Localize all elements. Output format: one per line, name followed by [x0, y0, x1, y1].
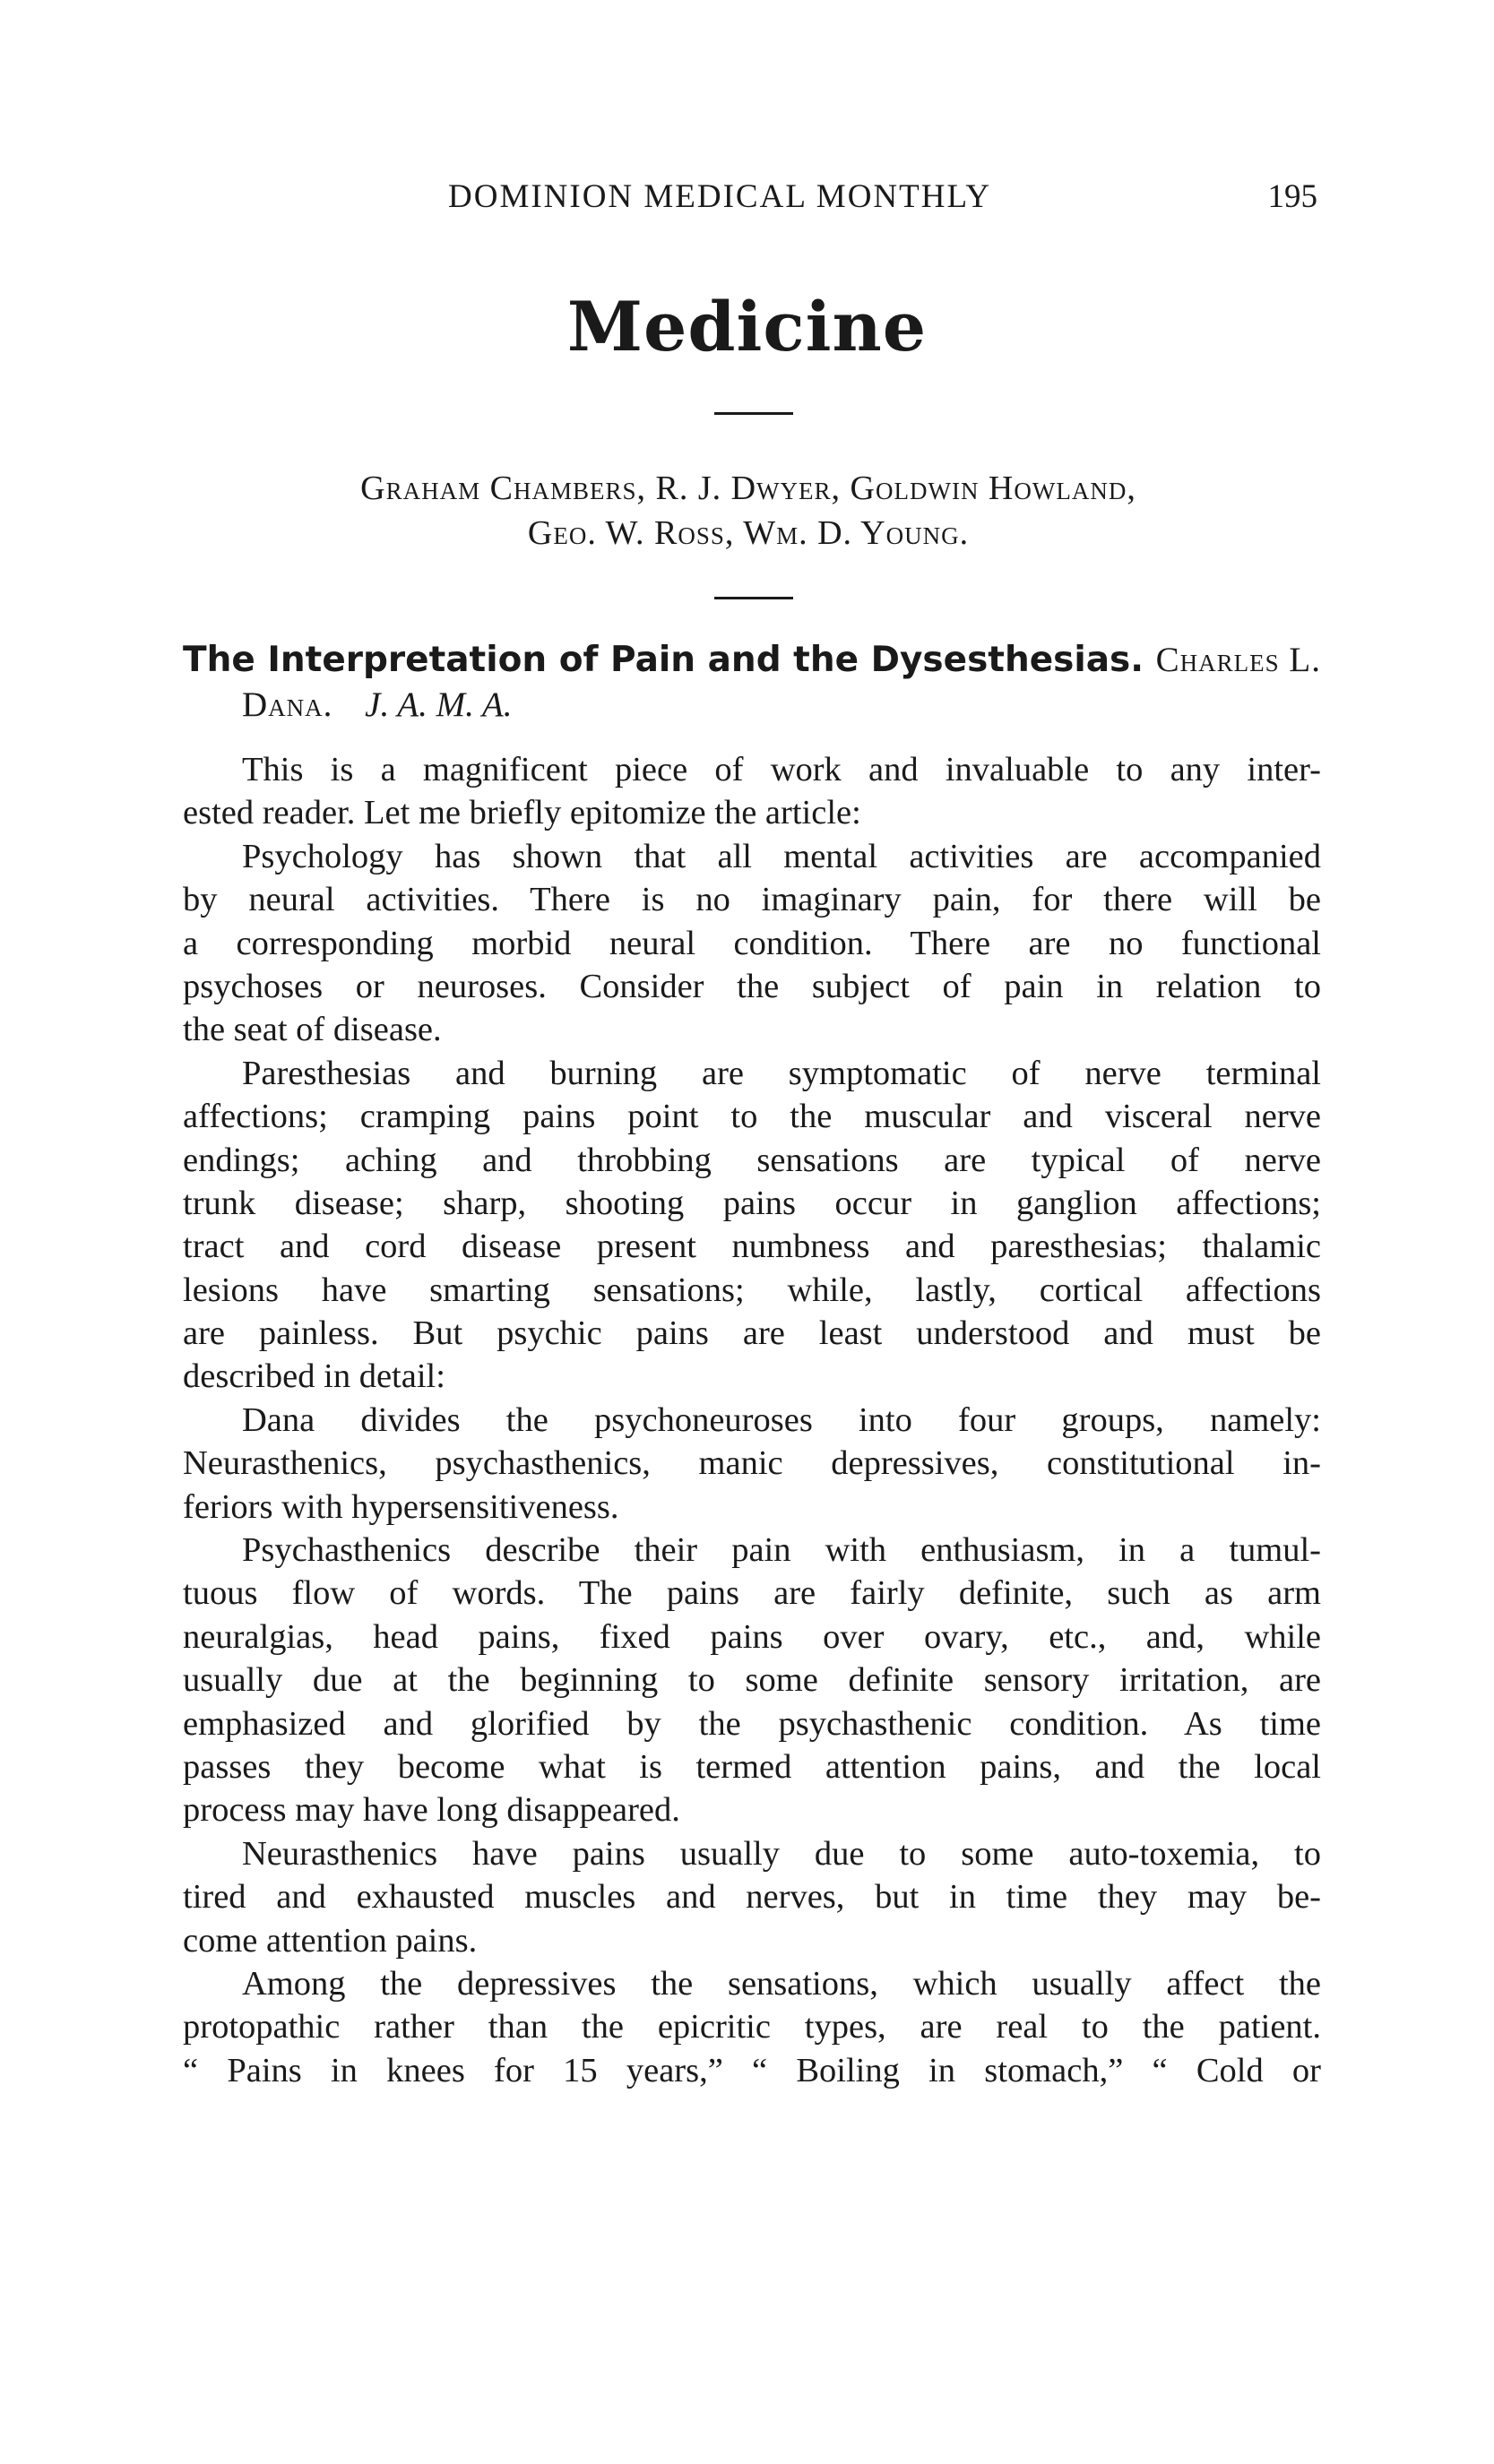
text-line: This is a magnificent piece of work and invaluable to any inter- [242, 751, 1321, 788]
paragraph [183, 748, 1321, 835]
paragraph [183, 1052, 1321, 1399]
running-title: DOMINION MEDICAL MONTHLY [448, 178, 992, 215]
paragraph [183, 1962, 1321, 2092]
editors-block [179, 466, 1317, 556]
divider-rule [714, 597, 793, 599]
text-line: endings; aching and throbbing sensations are typical of nerve [183, 1141, 1321, 1179]
paragraph [183, 1399, 1321, 1529]
text-line: a corresponding morbid neural condition. There are no functional [183, 924, 1321, 962]
text-line: “ Pains in knees for 15 years,” “ Boiling in stomach,” “ Cold or [183, 2051, 1321, 2089]
text-line: protopathic rather than the epicritic types, are real to the patient. [183, 2008, 1321, 2046]
article-source: J. A. M. A. [365, 685, 513, 724]
text-line: tract and cord disease present numbness and paresthesias; thalamic [183, 1228, 1321, 1266]
article-author-continued: Dana. [242, 685, 333, 724]
text-line: come attention pains. [183, 1921, 478, 1960]
text-line: Psychasthenics describe their pain with enthusiasm, in a tumul- [242, 1531, 1321, 1570]
text-line: Neurasthenics have pains usually due to some auto-toxemia, to [242, 1834, 1321, 1873]
text-line: process may have long disappeared. [183, 1791, 680, 1830]
text-line: tired and exhausted muscles and nerves, but in time they may be- [183, 1878, 1321, 1917]
section-title: Medicine [566, 287, 928, 366]
text-line: psychoses or neuroses. Consider the subject of pain in relation to [183, 967, 1321, 1005]
text-line: feriors with hypersensitiveness. [183, 1487, 619, 1526]
paragraph [183, 1529, 1321, 1832]
text-line: by neural activities. There is no imaginary pain, for there will be [183, 881, 1321, 919]
text-line: affections; cramping pains point to the muscular and visceral nerve [183, 1098, 1321, 1136]
article-author: Charles L. [1155, 641, 1321, 679]
article-body [183, 748, 1321, 2092]
divider-rule [714, 412, 793, 415]
text-line: Paresthesias and burning are symptomatic of nerve terminal [242, 1054, 1321, 1092]
text-line: Neurasthenics, psychasthenics, manic depressives, constitutional in- [183, 1444, 1321, 1483]
editors-line: Geo. W. Ross, Wm. D. Young. [527, 514, 970, 552]
text-line: trunk disease; sharp, shooting pains occur in ganglion affections; [183, 1184, 1321, 1222]
text-line: usually due at the beginning to some definite sensory irritation, are [183, 1661, 1321, 1700]
editors-line: Graham Chambers, R. J. Dwyer, Goldwin Howland, [360, 470, 1136, 507]
paragraph [183, 835, 1321, 1052]
paragraph [183, 1832, 1321, 1962]
text-line: neuralgias, head pains, fixed pains over ovary, etc., and, while [183, 1617, 1321, 1656]
text-line: emphasized and glorified by the psychasthenic condition. As time [183, 1704, 1321, 1743]
article-heading [183, 638, 1321, 728]
text-line: Dana divides the psychoneuroses into four groups, namely: [242, 1400, 1321, 1439]
text-line: lesions have smarting sensations; while, lastly, cortical affections [183, 1271, 1321, 1309]
text-line: tuous flow of words. The pains are fairly definite, such as arm [183, 1574, 1321, 1613]
text-line: Psychology has shown that all mental activities are accompanied [242, 837, 1321, 875]
text-line: passes they become what is termed attention pains, and the local [183, 1747, 1321, 1786]
page-number: 195 [1267, 178, 1317, 215]
running-header [179, 177, 1317, 222]
text-line: Among the depressives the sensations, which usually affect the [242, 1964, 1321, 2003]
article-title: The Interpretation of Pain and the Dysesthesias. [183, 640, 1144, 680]
text-line: ested reader. Let me briefly epitomize the article: [183, 794, 861, 832]
text-line: are painless. But psychic pains are least understood and must be [183, 1314, 1321, 1353]
text-line: described in detail: [183, 1357, 445, 1396]
text-line: the seat of disease. [183, 1011, 442, 1049]
